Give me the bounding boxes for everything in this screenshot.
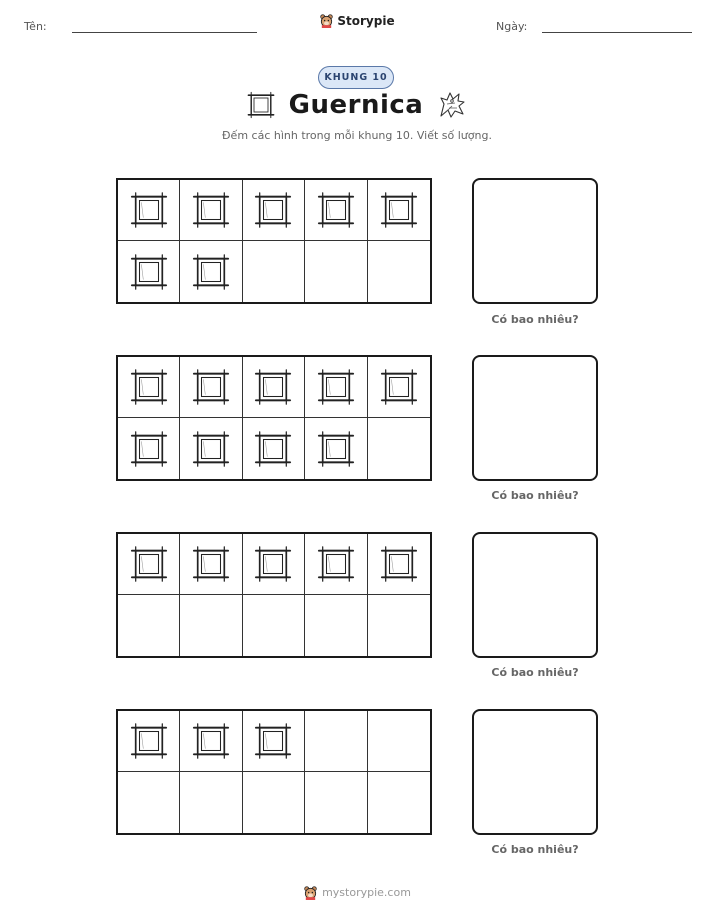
name-label: Tên: (24, 20, 47, 33)
frame-cell (243, 241, 305, 302)
frame-cell (305, 534, 367, 595)
frame-cell (243, 418, 305, 479)
picture-frame-icon (317, 190, 355, 230)
answer-label: Có bao nhiêu? (491, 843, 579, 856)
brand-name: Storypie (337, 13, 395, 28)
picture-frame-icon (192, 190, 230, 230)
picture-frame-icon (380, 544, 418, 584)
frame-cell (368, 418, 430, 479)
frame-cell (180, 418, 242, 479)
frame-cell (368, 241, 430, 302)
frame-cell (243, 534, 305, 595)
frame-cell (243, 772, 305, 833)
frame-cell (243, 711, 305, 772)
picture-frame-icon (380, 190, 418, 230)
answer-box[interactable] (472, 532, 598, 658)
ten-frame (116, 178, 432, 304)
frame-cell (180, 595, 242, 656)
frame-cell (243, 357, 305, 418)
frame-cell (368, 180, 430, 241)
frame-cell (118, 534, 180, 595)
picture-frame-icon (130, 721, 168, 761)
frame-cell (243, 595, 305, 656)
frame-cell (118, 241, 180, 302)
answer-label: Có bao nhiêu? (491, 489, 579, 502)
frame-cell (305, 241, 367, 302)
picture-frame-icon (192, 721, 230, 761)
frame-cell (305, 357, 367, 418)
picture-frame-icon (192, 429, 230, 469)
frame-cell (368, 711, 430, 772)
picture-frame-icon (130, 429, 168, 469)
date-field[interactable] (542, 32, 692, 33)
frame-cell (118, 180, 180, 241)
frame-cell (180, 711, 242, 772)
answer-box[interactable] (472, 709, 598, 835)
frame-cell (305, 772, 367, 833)
picture-frame-icon (192, 544, 230, 584)
frame-cell (118, 357, 180, 418)
ten-frame (116, 709, 432, 835)
frame-cell (368, 772, 430, 833)
answer-box[interactable] (472, 178, 598, 304)
frame-cell (180, 772, 242, 833)
picture-frame-icon (247, 90, 275, 120)
picture-frame-icon (254, 190, 292, 230)
picture-frame-icon (192, 252, 230, 292)
frame-cell (180, 241, 242, 302)
frame-cell (305, 595, 367, 656)
picture-frame-icon (380, 367, 418, 407)
frame-cell (368, 357, 430, 418)
brand-logo (0, 13, 714, 28)
picture-frame-icon (317, 544, 355, 584)
frame-cell (305, 711, 367, 772)
frame-cell (305, 418, 367, 479)
frame-cell (118, 772, 180, 833)
bear-mascot-icon (319, 13, 334, 28)
name-field[interactable] (72, 32, 257, 33)
frame-cell (243, 180, 305, 241)
ten-frame (116, 355, 432, 481)
frame-cell (180, 357, 242, 418)
bear-mascot-icon (303, 885, 318, 900)
picture-frame-icon (254, 429, 292, 469)
frame-cell (118, 711, 180, 772)
picture-frame-icon (254, 721, 292, 761)
page-title: Guernica (288, 90, 424, 120)
footer (0, 885, 714, 900)
ten-frame (116, 532, 432, 658)
frame-cell (368, 534, 430, 595)
title-row (0, 90, 714, 120)
picture-frame-icon (130, 544, 168, 584)
picture-frame-icon (130, 367, 168, 407)
frame-cell (368, 595, 430, 656)
frame-cell (118, 595, 180, 656)
answer-label: Có bao nhiêu? (491, 666, 579, 679)
picture-frame-icon (254, 544, 292, 584)
answer-box[interactable] (472, 355, 598, 481)
frame-cell (305, 180, 367, 241)
section-badge: KHUNG 10 (318, 66, 394, 89)
picture-frame-icon (130, 190, 168, 230)
frame-cell (180, 180, 242, 241)
answer-label: Có bao nhiêu? (491, 313, 579, 326)
guernica-horse-icon (437, 90, 467, 120)
picture-frame-icon (317, 429, 355, 469)
picture-frame-icon (317, 367, 355, 407)
frame-cell (118, 418, 180, 479)
picture-frame-icon (254, 367, 292, 407)
picture-frame-icon (130, 252, 168, 292)
instructions: Đếm các hình trong mỗi khung 10. Viết số lượng. (222, 129, 492, 142)
date-label: Ngày: (496, 20, 528, 33)
footer-url: mystorypie.com (322, 886, 411, 899)
frame-cell (180, 534, 242, 595)
picture-frame-icon (192, 367, 230, 407)
